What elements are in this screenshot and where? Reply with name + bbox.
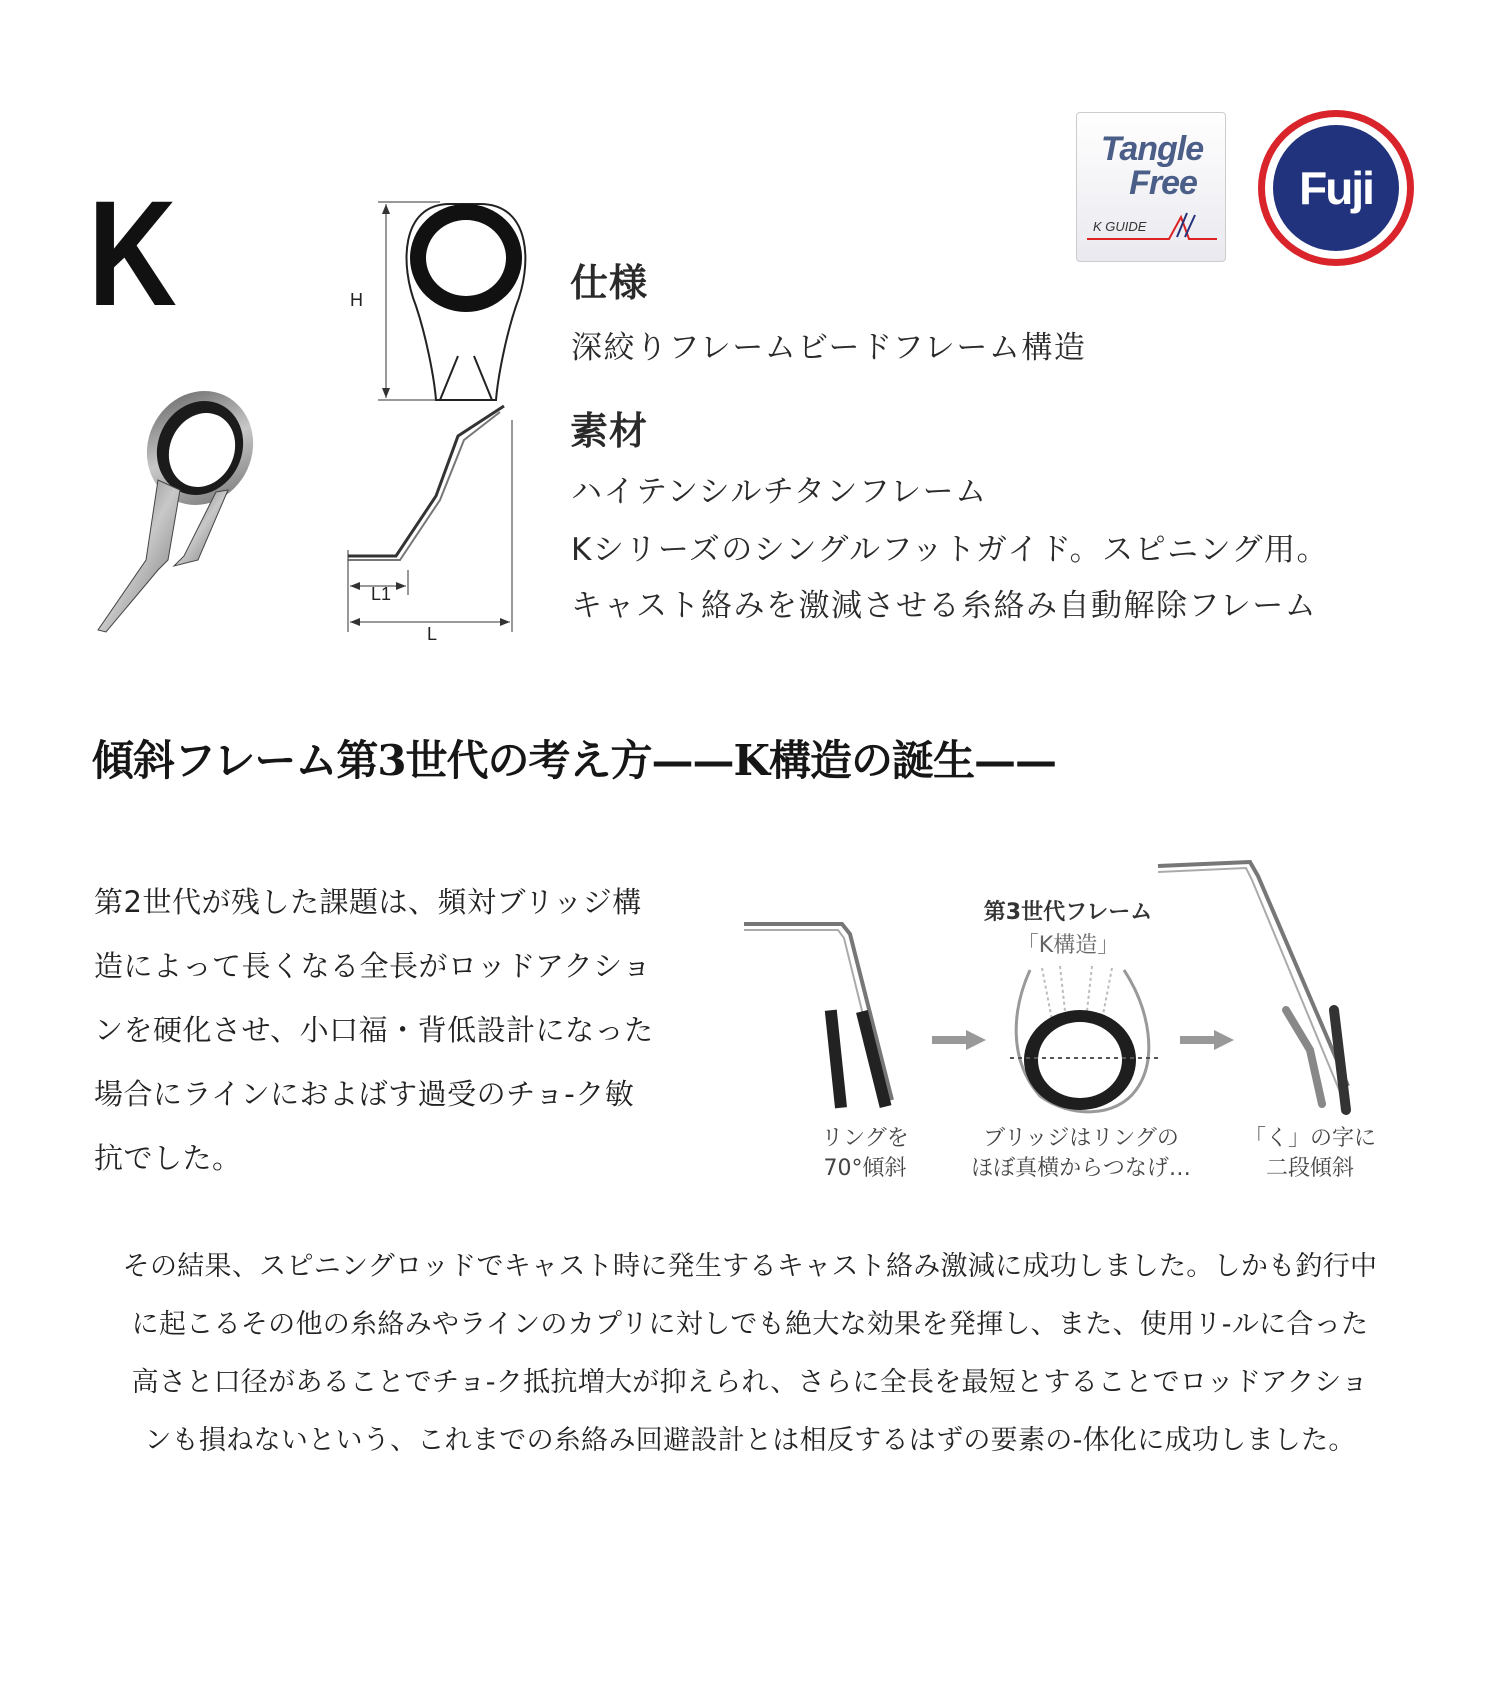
description-line-1: Kシリーズのシングルフットガイド。スピニング用。 [571, 532, 1330, 568]
description-line-2: キャスト絡みを激減させる糸絡み自動解除フレーム [571, 588, 1318, 624]
tangle-free-line1: Tangle [1100, 130, 1204, 168]
figure-label-left-1: リングを [821, 1126, 909, 1151]
fuji-logo [1258, 110, 1414, 266]
figure-label-mid-1: ブリッジはリングの [983, 1126, 1179, 1151]
figure-subtitle: 「K構造」 [1016, 933, 1120, 958]
tangle-free-logo [1076, 112, 1226, 262]
tangle-free-guide-text: K GUIDE [1093, 219, 1147, 234]
guide-side-drawing [340, 400, 530, 640]
spec-heading: 仕様 [570, 261, 649, 305]
l1-label: L1 [371, 584, 392, 604]
figure-title: 第3世代フレーム [983, 900, 1153, 925]
height-label: H [350, 290, 363, 310]
figure-label-left-2: 70°傾斜 [823, 1156, 907, 1181]
figure-label-right-1: 「く」の字に [1243, 1126, 1376, 1151]
tangle-line-icon [1077, 113, 1227, 263]
material-value: ハイテンシルチタンフレーム [571, 474, 988, 510]
series-letter: K [88, 169, 176, 337]
tangle-free-line2: Free [1129, 164, 1197, 202]
fuji-logo-word: Fuji [1299, 162, 1373, 214]
section-title: 傾斜フレーム第3世代の考え方——K構造の誕生—— [92, 736, 1057, 785]
guide-photo [88, 380, 268, 640]
intro-paragraph: 第2世代が残した課題は、頻対ブリッジ構造によって長くなる全長がロッドアクションを硬化させ、小口福・背低設計になった場合にラインにおよばす過受のチョ-ク敏抗でした。 [94, 885, 654, 1175]
l-label: L [427, 624, 438, 644]
result-line: その結果、スピニングロッドでキャスト時に発生するキャスト絡み激減に成功しました。しかも釣行中 [122, 1251, 1378, 1282]
result-line: に起こるその他の糸絡みやラインのカプリに対しでも絶大な効果を発揮し、また、使用リ-ルに合った [131, 1309, 1369, 1340]
figure-label-right-2: 二段傾斜 [1265, 1156, 1354, 1181]
result-line: ンも損ねないという、これまでの糸絡み回避設計とは相反するはずの要素の-体化に成功しました。 [144, 1425, 1356, 1456]
material-heading: 素材 [570, 409, 649, 453]
spec-value: 深絞りフレームビードフレーム構造 [571, 330, 1087, 366]
result-paragraph [80, 1238, 1420, 1470]
result-line: 高さと口径があることでチョ-ク抵抗増大が抑えられ、さらに全長を最短とすることでロッドアクショ [131, 1367, 1369, 1398]
guide-front-drawing [330, 196, 550, 416]
figure-label-mid-2: ほぼ真横からつなげ… [971, 1156, 1191, 1181]
